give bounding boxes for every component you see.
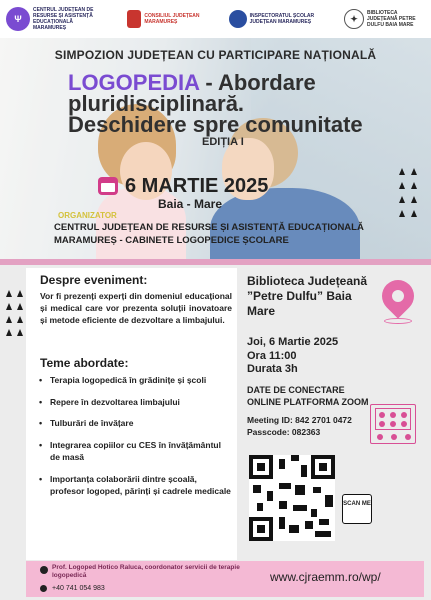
list-item: • Repere în dezvoltarea limbajului (38, 396, 233, 409)
event-time: Ora 11:00 (247, 349, 297, 362)
edition-label: EDIȚIA I (202, 136, 244, 148)
library-logo-icon: ✦ (344, 9, 364, 29)
scan-me-badge: SCAN ME (342, 494, 372, 524)
online-label: DATE DE CONECTARE ONLINE PLATFORMA ZOOM (247, 385, 369, 407)
list-item: • Integrarea copiilor cu CES în învățământul de masă (38, 439, 233, 464)
qr-code[interactable] (249, 455, 335, 541)
zoom-credentials (247, 414, 352, 438)
event-duration: Durata 3h (247, 363, 298, 375)
phone-icon (40, 585, 47, 592)
event-date: 6 MARTIE 2025 (125, 175, 269, 197)
logo-isj-text: INSPECTORATUL ȘCOLAR JUDEȚEAN MARAMUREȘ (249, 13, 315, 25)
video-meeting-icon (370, 404, 416, 444)
contact-phone: +40 741 054 983 (52, 585, 105, 592)
list-item: • Importanța colaborării dintre școală, profesor logoped, părinți și cadrele medicale (38, 473, 233, 498)
cjrae-logo-icon: Ψ (6, 7, 30, 31)
list-item: • Terapia logopedică în grădinițe și școli (38, 374, 233, 387)
event-subtitle: SIMPOZION JUDEȚEAN CU PARTICIPARE NAȚIONALĂ (54, 48, 377, 62)
logo-bar (0, 0, 431, 38)
organizer-text: CENTRUL JUDEȚEAN DE RESURSE ȘI ASISTENȚĂ EDUCAȚIONALĂ MARAMUREȘ - CABINETE LOGOPEDICE ȘCOLARE (54, 222, 364, 246)
passcode: Passcode: 082363 (247, 427, 321, 437)
logo-biblioteca-text: BIBLIOTECA JUDEȚEANĂ PETRE DULFU BAIA MARE (366, 10, 416, 28)
topics-heading: Teme abordate: (40, 356, 129, 370)
venue-name: Biblioteca Județeană ”Petre Dulfu” Baia Mare (247, 274, 368, 318)
event-city: Baia - Mare (158, 197, 223, 211)
logo-cj (127, 10, 204, 28)
location-pin-shadow (384, 318, 412, 324)
about-text: Vor fi prezenți experți din domeniul educațional și medical care vor prezenta soluții inovatoare și metode eficiente de dezvoltare a limbajului. (40, 291, 232, 325)
logo-isj (229, 10, 320, 28)
event-title (68, 72, 368, 135)
title-accent: LOGOPEDIA (68, 70, 200, 95)
logo-cjrae-text: CENTRUL JUDEȚEAN DE RESURSE ȘI ASISTENȚĂ EDUCAȚIONALĂ MARAMUREȘ (33, 7, 94, 31)
website-link[interactable]: www.cjraemm.ro/wp/ (270, 570, 381, 584)
contact-name: Prof. Logoped Hotico Raluca, coordonator servicii de terapie logopedică (52, 564, 240, 579)
logo-biblioteca (344, 9, 425, 29)
topics-list (38, 374, 233, 507)
organizer-label: ORGANIZATOR (58, 211, 117, 220)
list-item: • Tulburări de învățare (38, 417, 233, 430)
isj-logo-icon (229, 10, 247, 28)
event-schedule (247, 336, 338, 377)
coat-of-arms-icon (127, 10, 141, 28)
logo-cj-text: CONSILIUL JUDEȚEAN MARAMUREȘ (144, 13, 200, 25)
person-icon (40, 566, 48, 574)
title-rest: - Abordare pluridisciplinară. Deschidere spre comunitate (68, 70, 363, 137)
logo-cjrae (6, 7, 103, 31)
about-heading: Despre eveniment: (40, 273, 148, 287)
meeting-id: Meeting ID: 842 2701 0472 (247, 415, 352, 425)
calendar-icon (98, 177, 118, 195)
event-day: Joi, 6 Martie 2025 (247, 336, 339, 348)
pink-divider (0, 259, 431, 265)
